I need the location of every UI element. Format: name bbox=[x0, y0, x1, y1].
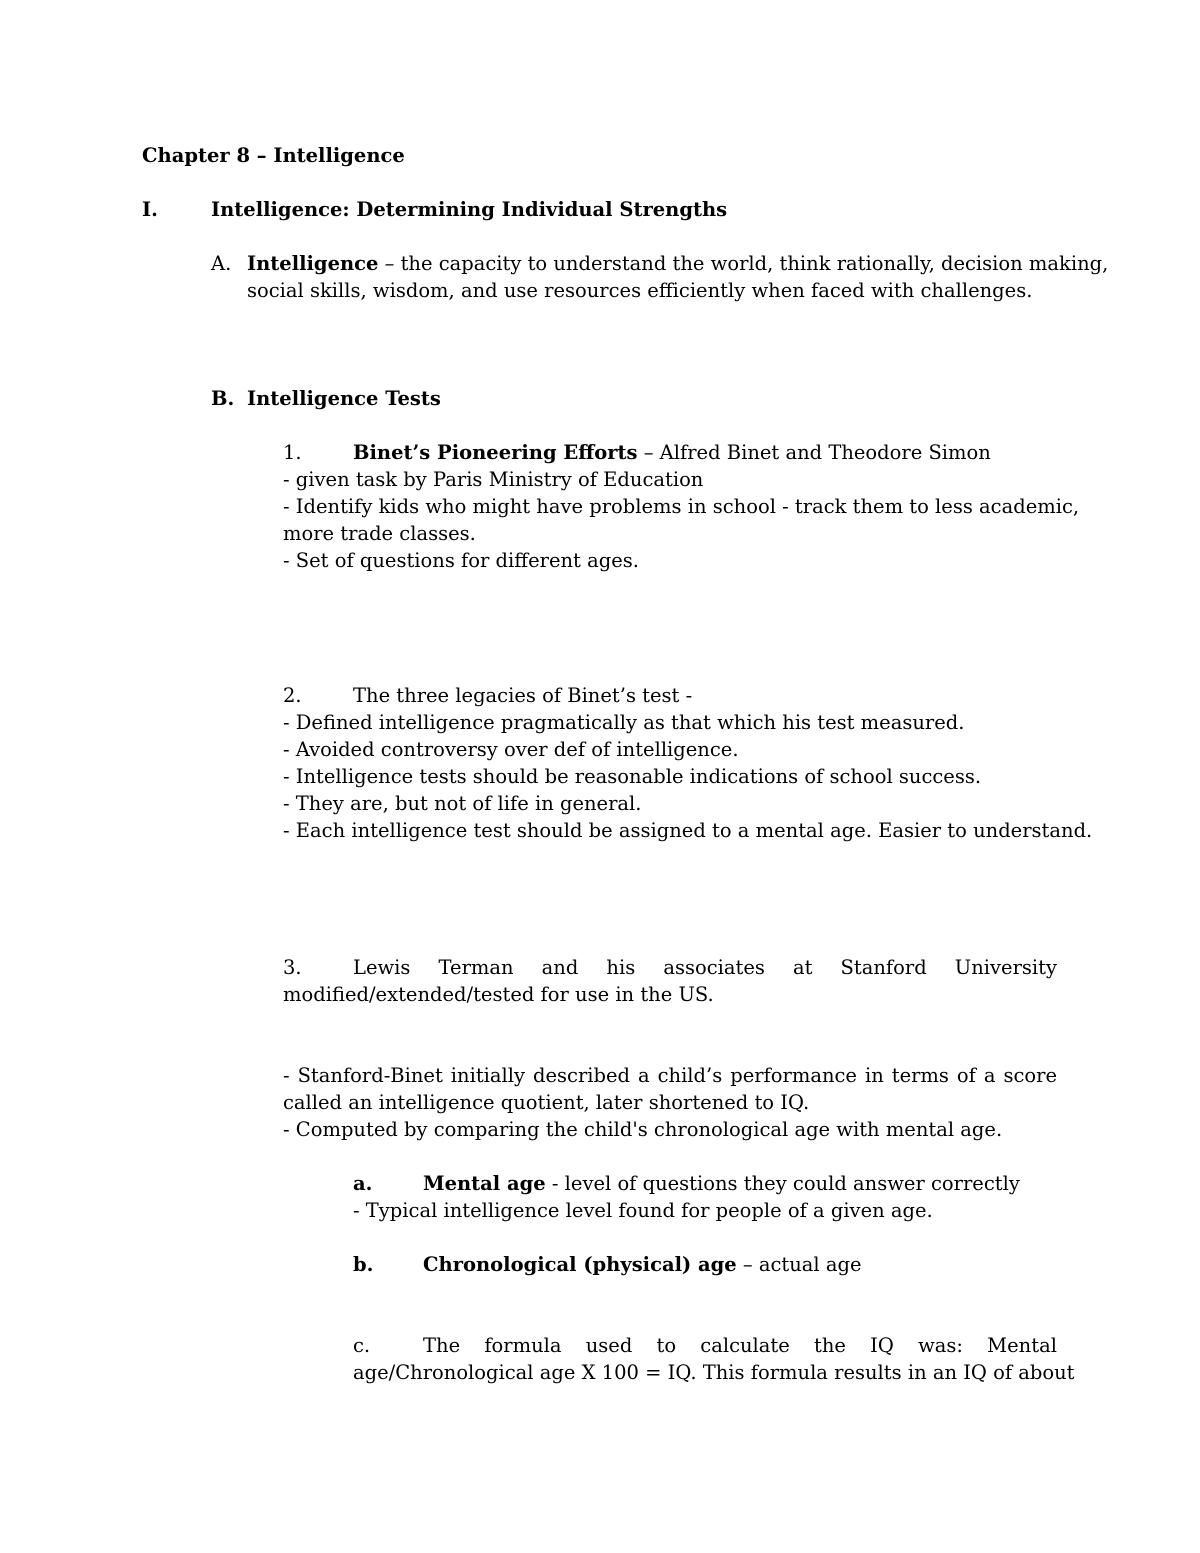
sub-a-marker: a. bbox=[353, 1172, 373, 1195]
point-2-heading: The three legacies of Binet’s test - bbox=[353, 684, 693, 707]
sub-c-word: was: bbox=[918, 1334, 963, 1357]
point-3-number: 3. bbox=[283, 956, 302, 979]
point-2-line: - Defined intelligence pragmatically as that which his test measured. bbox=[283, 711, 965, 734]
item-a-line-2: social skills, wisdom, and use resources efficiently when faced with challenges. bbox=[247, 279, 1033, 302]
sub-c-word: The bbox=[423, 1334, 461, 1357]
sub-b-line bbox=[423, 1255, 862, 1275]
point-2-line: - Intelligence tests should be reasonable indications of school success. bbox=[283, 765, 982, 788]
sub-c-word: IQ bbox=[870, 1334, 894, 1357]
point-3-line-2: modified/extended/tested for use in the US. bbox=[283, 983, 714, 1006]
point-3-word: Lewis bbox=[353, 956, 411, 979]
stanford-binet-line-2: called an intelligence quotient, later shortened to IQ. bbox=[283, 1091, 810, 1114]
item-b-title: Intelligence Tests bbox=[247, 387, 441, 410]
sub-c-line-2: age/Chronological age X 100 = IQ. This formula results in an IQ of about bbox=[353, 1361, 1075, 1384]
stanford-binet-line-3: - Computed by comparing the child's chronological age with mental age. bbox=[283, 1118, 1003, 1141]
item-a-term: Intelligence bbox=[247, 252, 379, 275]
sub-a-line-1 bbox=[423, 1174, 1020, 1194]
section-number: I. bbox=[142, 198, 158, 221]
point-1-heading bbox=[353, 443, 991, 463]
point-1-term: Binet’s Pioneering Efforts bbox=[353, 441, 638, 464]
point-3-word: at bbox=[792, 956, 813, 979]
sub-b-marker: b. bbox=[353, 1253, 374, 1276]
sub-c-line-1 bbox=[423, 1336, 1057, 1356]
sub-c-word: to bbox=[656, 1334, 677, 1357]
point-2-number: 2. bbox=[283, 684, 302, 707]
item-b-marker: B. bbox=[211, 387, 235, 410]
sub-c-marker: c. bbox=[353, 1334, 371, 1357]
stanford-binet-line-1: - Stanford-Binet initially described a child’s performance in terms of a score bbox=[283, 1064, 1057, 1087]
point-3-word: University bbox=[954, 956, 1057, 979]
sub-b-rest: – actual age bbox=[736, 1253, 862, 1276]
sub-c-word: Mental bbox=[987, 1334, 1057, 1357]
point-2-line: - Each intelligence test should be assigned to a mental age. Easier to understand. bbox=[283, 819, 1093, 842]
point-2-line: - Avoided controversy over def of intelligence. bbox=[283, 738, 739, 761]
point-1-line: - given task by Paris Ministry of Education bbox=[283, 468, 704, 491]
sub-a-term: Mental age bbox=[423, 1172, 546, 1195]
item-a-line-1 bbox=[247, 254, 1108, 274]
sub-c-word: used bbox=[585, 1334, 633, 1357]
point-3-line-1 bbox=[353, 958, 1057, 978]
point-3-word: and bbox=[541, 956, 579, 979]
point-1-number: 1. bbox=[283, 441, 302, 464]
point-1-line: - Identify kids who might have problems in school - track them to less academic, bbox=[283, 495, 1080, 518]
section-title: Intelligence: Determining Individual Strengths bbox=[211, 198, 728, 221]
sub-c-word: calculate bbox=[700, 1334, 790, 1357]
sub-a-line-2: - Typical intelligence level found for people of a given age. bbox=[353, 1199, 933, 1222]
sub-c-word: the bbox=[814, 1334, 846, 1357]
sub-a-rest: - level of questions they could answer correctly bbox=[545, 1172, 1020, 1195]
point-1-line: more trade classes. bbox=[283, 522, 476, 545]
item-a-marker: A. bbox=[211, 252, 232, 275]
chapter-title: Chapter 8 – Intelligence bbox=[142, 144, 405, 167]
point-1-line: - Set of questions for different ages. bbox=[283, 549, 639, 572]
point-3-word: Terman bbox=[438, 956, 514, 979]
point-3-word: Stanford bbox=[840, 956, 927, 979]
sub-c-word: formula bbox=[484, 1334, 562, 1357]
point-3-word: associates bbox=[663, 956, 765, 979]
sub-b-term: Chronological (physical) age bbox=[423, 1253, 737, 1276]
item-a-definition: – the capacity to understand the world, think rationally, decision making, bbox=[378, 252, 1109, 275]
point-2-line: - They are, but not of life in general. bbox=[283, 792, 642, 815]
point-3-word: his bbox=[606, 956, 636, 979]
point-1-rest: – Alfred Binet and Theodore Simon bbox=[637, 441, 991, 464]
